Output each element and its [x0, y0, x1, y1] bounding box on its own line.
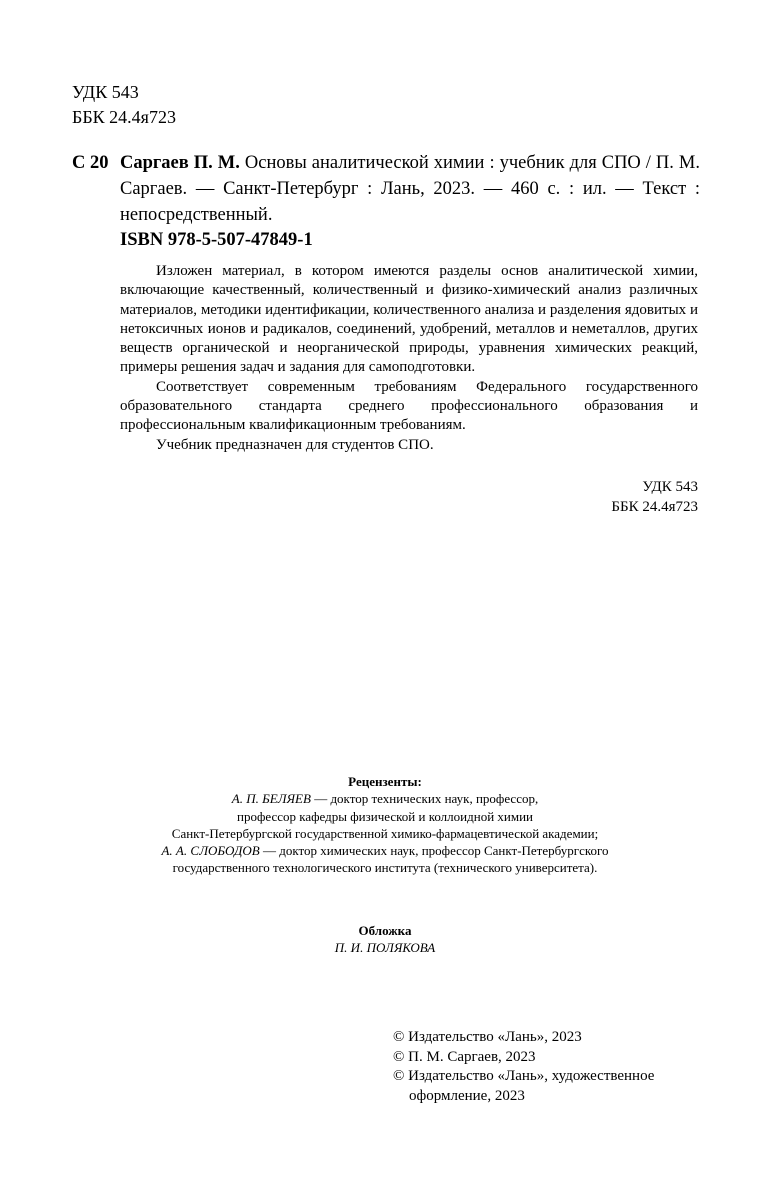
copyright-block	[393, 1028, 703, 1106]
reviewer-1-institution: Санкт-Петербургской государственной химико-фармацевтической академии;	[171, 825, 599, 841]
author-name: Саргаев П. М.	[120, 153, 240, 173]
bbk-code: ББК 24.4я723	[72, 107, 176, 127]
cover-heading: Обложка	[358, 923, 412, 938]
bbk-code-right: ББК 24.4я723	[611, 498, 698, 515]
udk-code: УДК 543	[72, 82, 139, 102]
reviewers-block	[72, 773, 698, 877]
bibliographic-description	[120, 150, 700, 228]
reviewer-1-title: — доктор технических наук, профессор,	[310, 791, 539, 807]
classification-block-top	[72, 80, 176, 130]
abstract-paragraph-2: Соответствует современным требованиям Федерального государственного образовательного стандарта среднего профессионального образования и профессиональным квалификационным требованиям.	[120, 378, 698, 434]
abstract-paragraph-3: Учебник предназначен для студентов СПО.	[156, 436, 434, 453]
reviewer-1-name: А. П. БЕЛЯЕВ	[231, 791, 311, 807]
reviewer-1	[72, 790, 698, 807]
copyright-line-2: © П. М. Саргаев, 2023	[393, 1048, 536, 1065]
reviewer-2-institution: государственного технологического института (технического университета).	[172, 860, 598, 876]
description-text: Основы аналитической химии : учебник для СПО / П. М. Саргаев. — Санкт-Петербург : Лань, 2023. — 460 с. : ил. — Текст : непосредственный.	[120, 153, 701, 225]
abstract	[120, 262, 698, 455]
author-sign-code: С 20	[72, 153, 109, 173]
cover-designer: П. И. ПОЛЯКОВА	[334, 940, 436, 956]
copyright-line-4: оформление, 2023	[409, 1087, 525, 1104]
reviewer-2	[72, 842, 698, 859]
bibliographic-record	[72, 150, 700, 228]
cover-credit	[72, 922, 698, 957]
reviewers-heading: Рецензенты:	[348, 774, 422, 789]
classification-block-right	[611, 478, 698, 517]
copyright-line-3: © Издательство «Лань», художественное	[393, 1068, 655, 1084]
udk-code-right: УДК 543	[642, 479, 698, 495]
copyright-line-1: © Издательство «Лань», 2023	[393, 1029, 582, 1045]
isbn: ISBN 978-5-507-47849-1	[120, 230, 313, 250]
reviewer-1-position: профессор кафедры физической и коллоидной химии	[236, 808, 533, 824]
abstract-paragraph-1: Изложен материал, в котором имеются разделы основ аналитической химии, включающие качественный, количественный и физико-химический анализ различных материалов, методики идентификации, количественного анализа и разделения ядовитых и нетоксичных ионов и радикалов, соединений, удобрений, металлов и неметаллов, других веществ органической и неорганической природы, уравнения химических реакций, примеры решения задач и задания для самоподготовки.	[120, 263, 698, 376]
reviewer-2-name: А. А. СЛОБОДОВ	[161, 843, 260, 859]
reviewer-2-title: — доктор химических наук, профессор Санкт-Петербургского	[259, 843, 609, 859]
